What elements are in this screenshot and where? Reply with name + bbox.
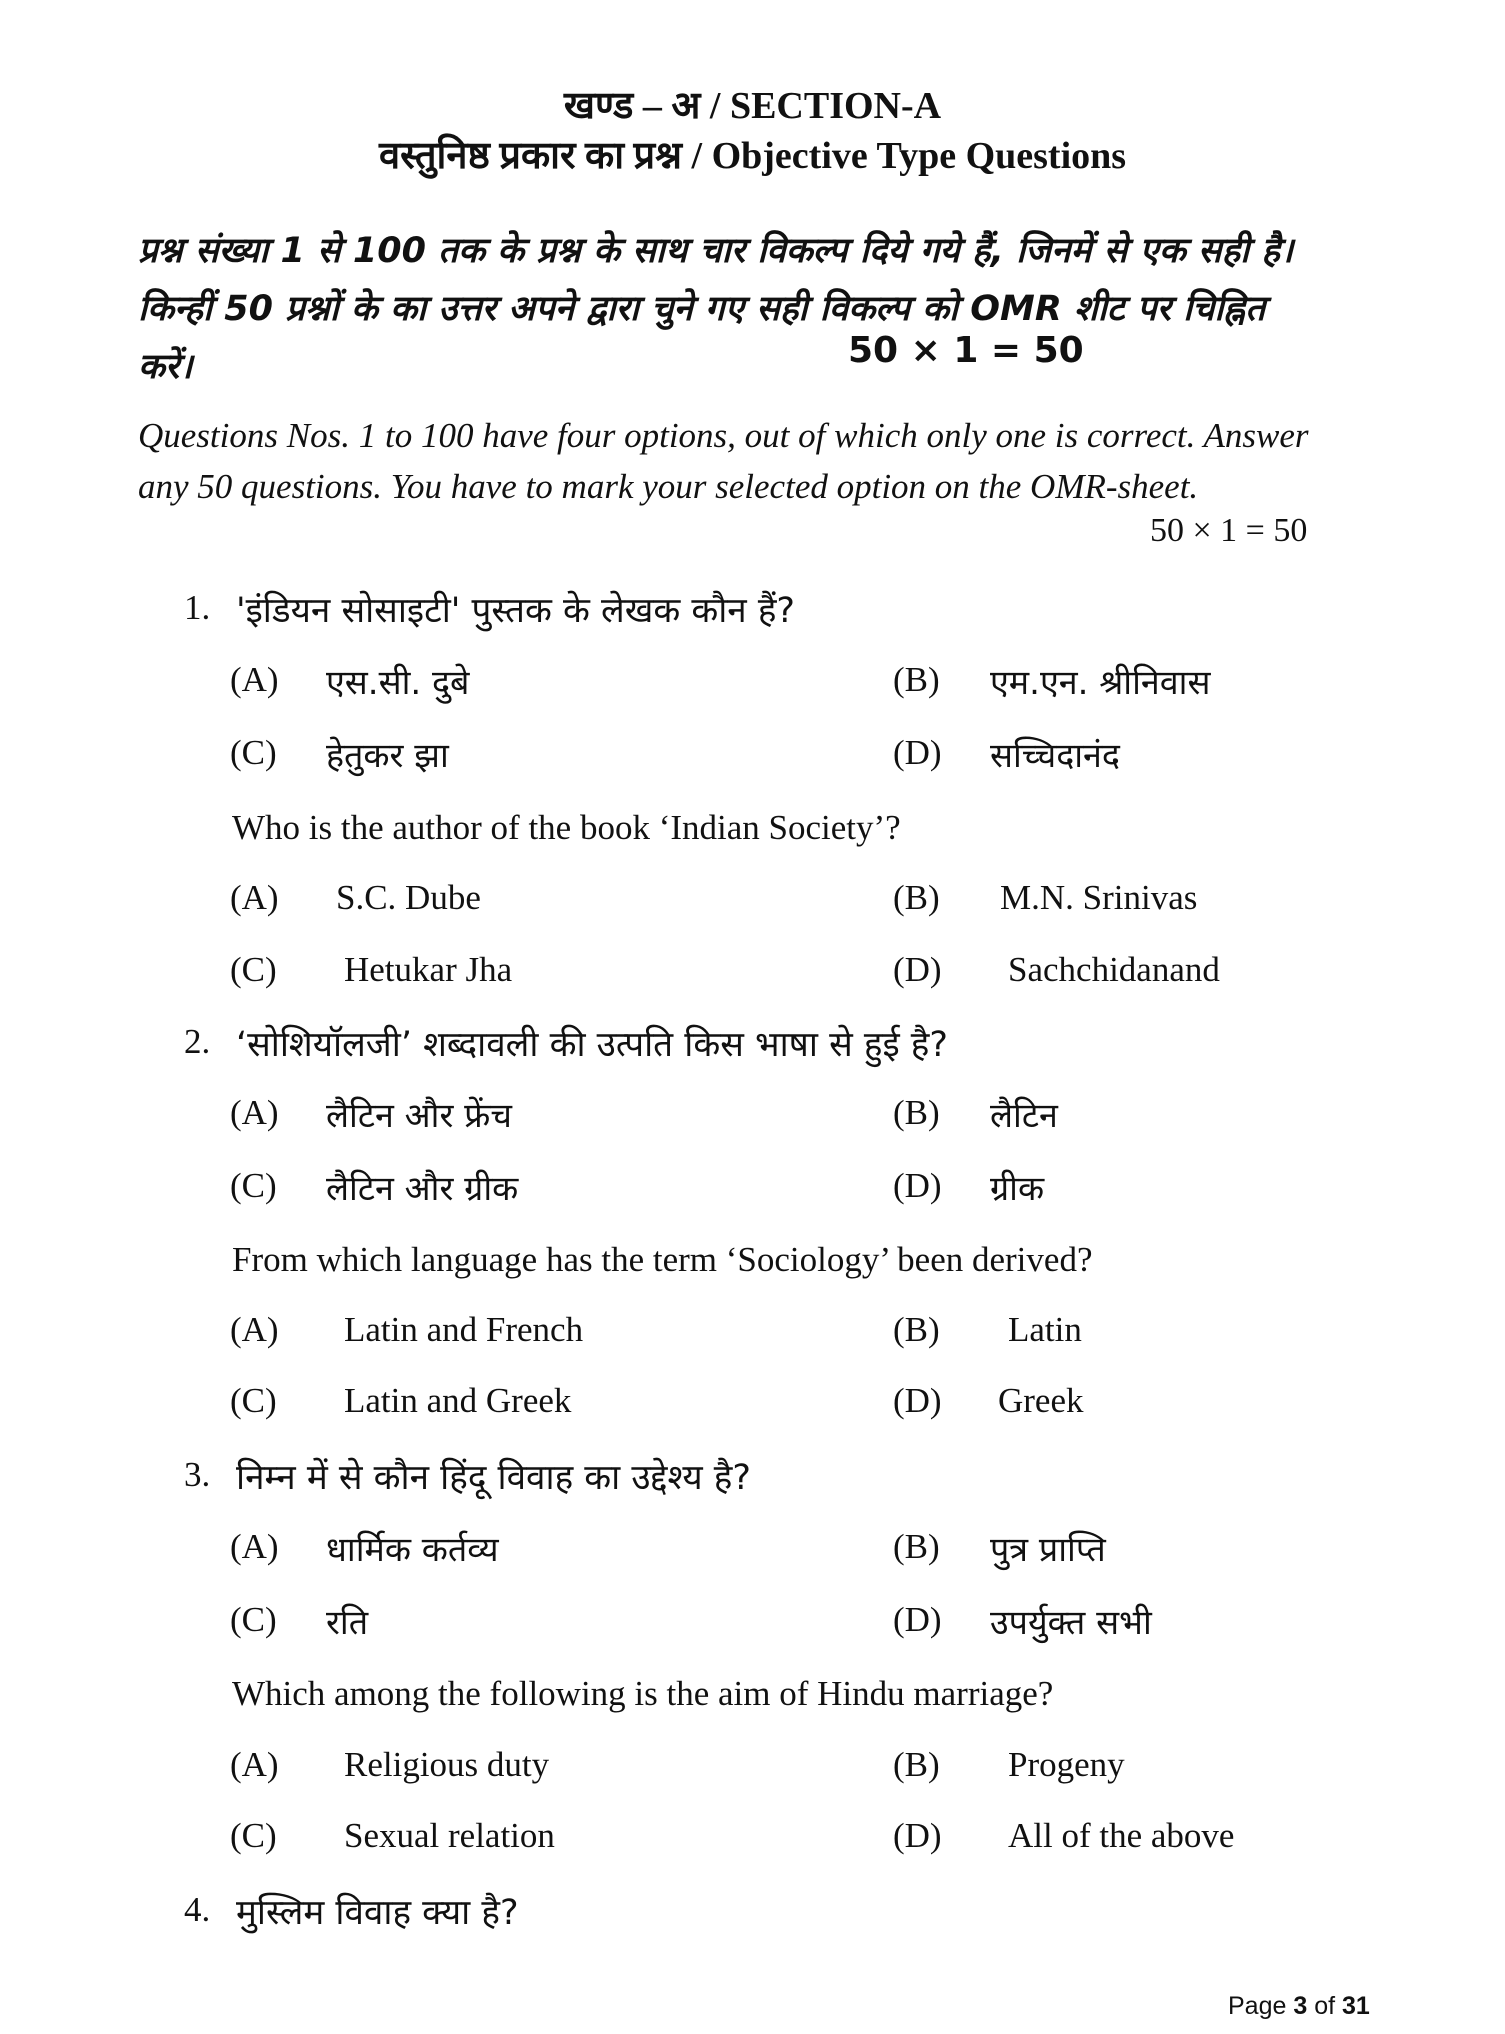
- option-text-english: Greek: [998, 1381, 1084, 1420]
- option-letter: (C): [230, 1600, 277, 1639]
- option-letter: (C): [230, 733, 277, 772]
- option-text-hindi: एस.सी. दुबे: [326, 663, 470, 703]
- option-text-hindi: एम.एन. श्रीनिवास: [990, 663, 1211, 703]
- option-letter: (B): [893, 1310, 940, 1349]
- option-letter: (D): [893, 1816, 942, 1855]
- question-text-hindi: ‘सोशियॉलजी’ शब्दावली की उत्पति किस भाषा से हुई है?: [236, 1025, 948, 1065]
- question-number: 1.: [184, 588, 211, 627]
- page-of-label: of: [1307, 1992, 1342, 2020]
- option-text-english: Latin and Greek: [344, 1381, 572, 1420]
- hindi-instruction-line: किन्हीं 50 प्रश्नों के का उत्तर अपने द्वारा चुने गए सही विकल्प को OMR शीट पर चिह्नित: [138, 289, 1266, 329]
- option-letter: (D): [893, 950, 942, 989]
- english-instructions: [138, 410, 1378, 512]
- option-text-hindi: ग्रीक: [990, 1169, 1045, 1209]
- question-text-hindi: 'इंडियन सोसाइटी' पुस्तक के लेखक कौन हैं?: [236, 591, 796, 631]
- page-label: Page: [1228, 1992, 1294, 2020]
- question-text-english: Which among the following is the aim of Hindu marriage?: [232, 1674, 1054, 1713]
- hindi-marks: 50 × 1 = 50: [848, 330, 1084, 371]
- option-letter: (D): [893, 1600, 942, 1639]
- english-instruction-line: any 50 questions. You have to mark your selected option on the OMR-sheet.: [138, 467, 1199, 506]
- total-pages: 31: [1342, 1992, 1370, 2020]
- option-text-english: Sexual relation: [344, 1816, 555, 1855]
- option-text-english: Religious duty: [344, 1745, 550, 1784]
- option-text-hindi: धार्मिक कर्तव्य: [326, 1530, 499, 1570]
- option-letter: (B): [893, 1527, 940, 1566]
- question-text-english: Who is the author of the book ‘Indian Society’?: [232, 808, 901, 847]
- question-text-hindi: मुस्लिम विवाह क्या है?: [236, 1893, 519, 1933]
- option-letter: (D): [893, 733, 942, 772]
- option-letter: (B): [893, 1093, 940, 1132]
- option-text-hindi: सच्चिदानंद: [990, 736, 1120, 776]
- option-letter: (D): [893, 1381, 942, 1420]
- question-text-hindi: निम्न में से कौन हिंदू विवाह का उद्देश्य है?: [236, 1458, 751, 1498]
- option-text-hindi: लैटिन और फ्रेंच: [326, 1096, 512, 1136]
- hindi-instruction-line: प्रश्न संख्या 1 से 100 तक के प्रश्न के साथ चार विकल्प दिये गये हैं, जिनमें से एक सही है।: [138, 231, 1294, 271]
- section-title: खण्ड – अ / SECTION-A: [563, 85, 942, 127]
- option-letter: (C): [230, 1381, 277, 1420]
- english-marks: 50 × 1 = 50: [1150, 512, 1308, 549]
- question-number: 4.: [184, 1890, 211, 1929]
- option-letter: (A): [230, 1093, 279, 1132]
- option-text-english: Progeny: [1008, 1745, 1125, 1784]
- option-letter: (A): [230, 660, 279, 699]
- option-text-hindi: उपर्युक्त सभी: [990, 1603, 1152, 1643]
- option-text-hindi: पुत्र प्राप्ति: [990, 1530, 1106, 1570]
- option-letter: (B): [893, 660, 940, 699]
- question-text-english: From which language has the term ‘Sociology’ been derived?: [232, 1240, 1093, 1279]
- page-number: [1228, 1992, 1370, 2021]
- option-letter: (A): [230, 1310, 279, 1349]
- option-text-english: Latin and French: [344, 1310, 584, 1349]
- hindi-instructions: [138, 222, 1378, 396]
- option-text-english: M.N. Srinivas: [1000, 878, 1198, 917]
- current-page: 3: [1293, 1992, 1308, 2020]
- english-instruction-line: Questions Nos. 1 to 100 have four options, out of which only one is correct. Answer: [138, 416, 1309, 455]
- option-letter: (C): [230, 1816, 277, 1855]
- option-letter: (A): [230, 878, 279, 917]
- option-letter: (C): [230, 950, 277, 989]
- option-letter: (B): [893, 878, 940, 917]
- hindi-instruction-line: करें।: [138, 347, 193, 387]
- option-text-hindi: हेतुकर झा: [326, 736, 449, 776]
- option-letter: (B): [893, 1745, 940, 1784]
- option-text-english: S.C. Dube: [336, 878, 481, 917]
- option-text-english: Sachchidanand: [1008, 950, 1220, 989]
- option-letter: (C): [230, 1166, 277, 1205]
- question-number: 3.: [184, 1455, 211, 1494]
- section-subtitle: वस्तुनिष्ठ प्रकार का प्रश्न / Objective Type Questions: [378, 135, 1127, 177]
- option-text-hindi: लैटिन और ग्रीक: [326, 1169, 519, 1209]
- option-text-english: Hetukar Jha: [344, 950, 513, 989]
- option-text-english: Latin: [1008, 1310, 1082, 1349]
- option-text-hindi: लैटिन: [990, 1096, 1058, 1136]
- option-letter: (A): [230, 1745, 279, 1784]
- question-number: 2.: [184, 1022, 211, 1061]
- option-letter: (D): [893, 1166, 942, 1205]
- option-text-english: All of the above: [1008, 1816, 1235, 1855]
- option-letter: (A): [230, 1527, 279, 1566]
- option-text-hindi: रति: [326, 1603, 369, 1643]
